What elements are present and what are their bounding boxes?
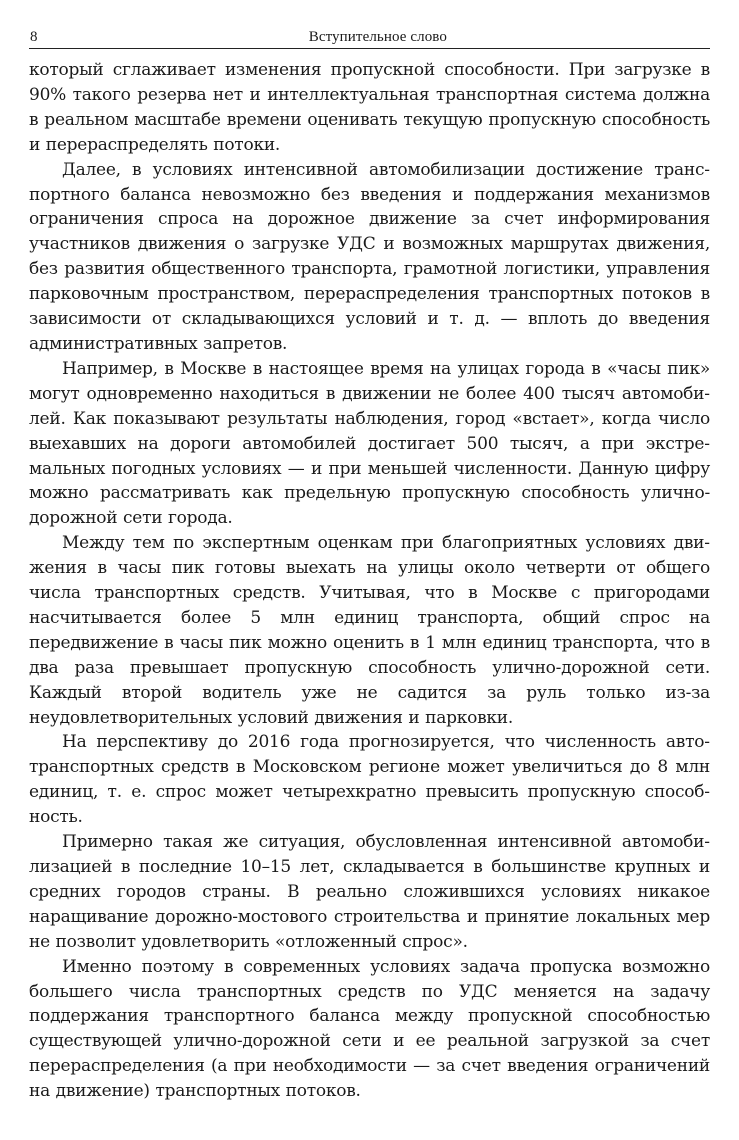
paragraph-demand-restriction: Далее, в условиях интенсивной автомобилизации достижение транспортного баланса невозможно без введения и поддержания механизмов ограничения спроса на дорожное движение за счет информирования участников движения о загрузке УДС и возможных маршрутах движения, без развития общественного транспорта, грамотной логистики, управления парковочным пространством, перераспределения транспортных потоков в зависимости от складывающихся условий и т. д. — вплоть до введения административных запретов.	[29, 159, 710, 354]
paragraph-continuation: который сглаживает изменения пропускной способности. При загрузке в 90% такого резерва нет и интеллектуальная транспортная система должна в реальном масштабе времени оценивать текущую пропускную способность и перераспределять потоки.	[29, 60, 710, 155]
paragraph-expert-estimates: Между тем по экспертным оценкам при благоприятных условиях движения в часы пик готовы выехать на улицы около четверти от общего числа транспортных средств. Учитывая, что в Москве с пригородами насчитывается более 5 млн единиц транспорта, общий спрос на передвижение в часы пик можно оценить в 1 млн единиц транспорта, что в два раза превышает пропускную способность улично-дорожной сети. Каждый второй водитель уже не садится за руль только из-за неудовлетворительных условий движения и парковки.	[29, 533, 710, 728]
paragraph-conclusion: Именно поэтому в современных условиях задача пропуска возможно большего числа транспортных средств по УДС меняется на задачу поддержания транспортного баланса между пропускной способностью существующей улично-дорожной сети и ее реальной загрузкой за счет перераспределения (а при необходимости — за счет введения ограничений на движение) транспортных потоков.	[29, 956, 710, 1102]
running-header	[29, 24, 710, 49]
paragraph-other-cities: Примерно такая же ситуация, обусловленная интенсивной автомобилизацией в последние 10–15 лет, складывается в большинстве крупных и средних городов страны. В реально сложившихся условиях никакое наращивание дорожно-мостового строительства и принятие локальных мер не позволит удовлетворить «отложенный спрос».	[29, 832, 710, 952]
section-title: Вступительное слово	[308, 29, 447, 45]
page-number: 8	[30, 29, 38, 45]
body-text	[29, 58, 710, 1104]
paragraph-2016-forecast: На перспективу до 2016 года прогнозируется, что численность автотранспортных средств в Московском регионе может увеличиться до 8 млн единиц, т. е. спрос может четырехкратно превысить пропускную способность.	[29, 732, 710, 828]
paragraph-moscow-capacity: Например, в Москве в настоящее время на улицах города в «часы пик» могут одновременно находиться в движении не более 400 тысяч автомобилей. Как показывают результаты наблюдения, город «встает», когда число выехавших на дороги автомобилей достигает 500 тысяч, а при экстремальных погодных условиях — и при меньшей численности. Данную цифру можно рассматривать как предельную пропускную способность улично-дорожной сети города.	[29, 358, 710, 529]
